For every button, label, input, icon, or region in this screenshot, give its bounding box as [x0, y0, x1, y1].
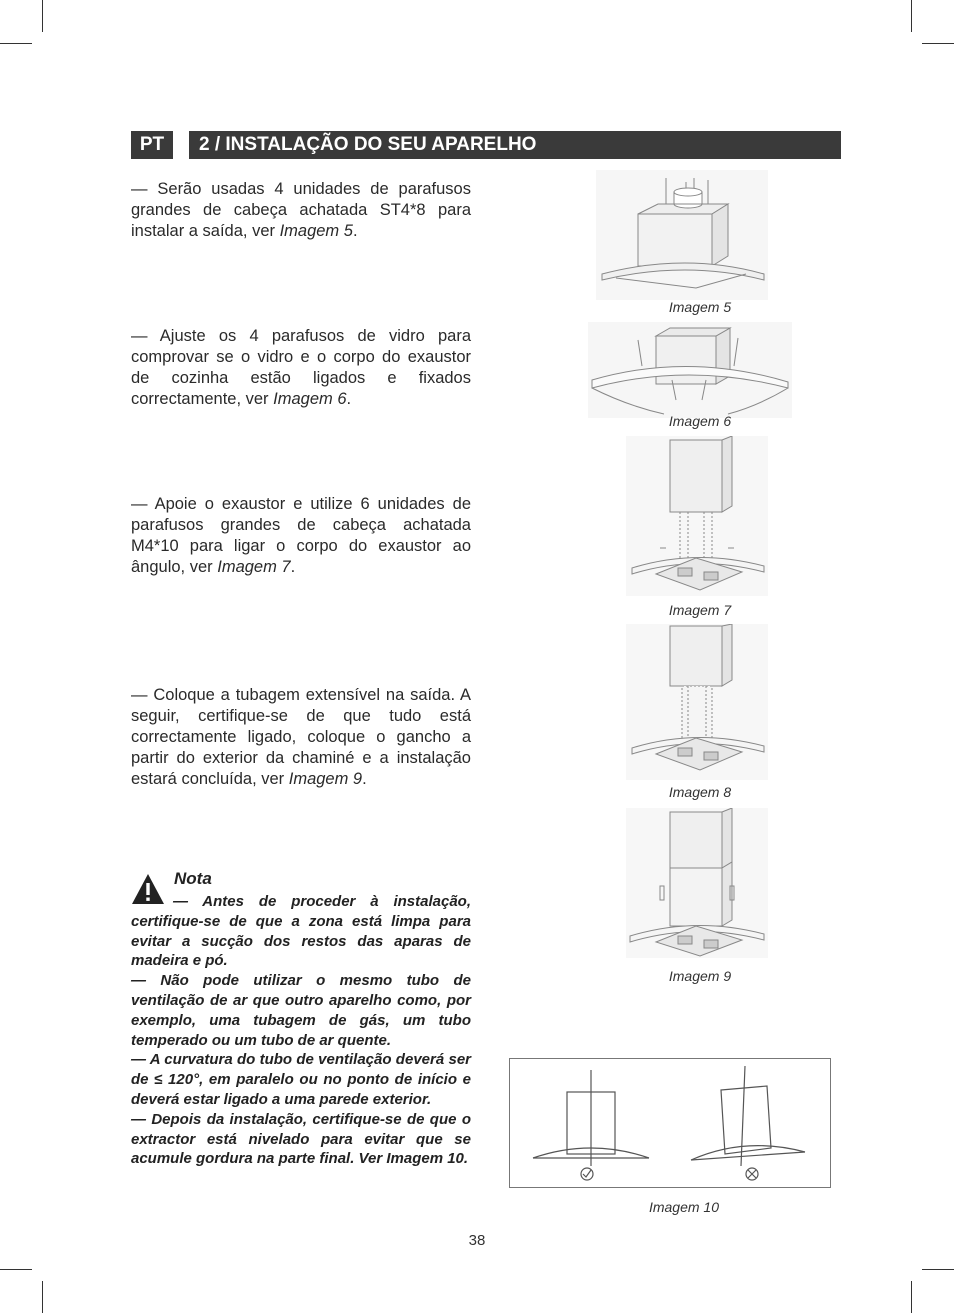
- page-number: 38: [468, 1232, 486, 1249]
- note-item: — Depois da instalação, certifique-se de que o extractor está nivelado para evitar que se acumule gordura na parte final. Ver Imagem 10.: [131, 1110, 471, 1168]
- figure-6-illustration: [588, 322, 792, 418]
- step-paragraph: [131, 494, 471, 578]
- figure-reference: Imagem 5: [279, 222, 353, 240]
- figure-reference: Imagem 6: [273, 390, 347, 408]
- step-paragraph: [131, 685, 471, 790]
- figure-7-illustration: [626, 436, 768, 596]
- language-badge: PT: [131, 131, 173, 159]
- note-title: Nota: [174, 869, 212, 888]
- crop-mark: [0, 1269, 32, 1270]
- figure-reference: Imagem 9: [288, 770, 363, 788]
- step-text: — Apoie o exaustor e utilize 6 unidades de parafusos grandes de cabeça achatada M4*10 para ligar o corpo do exaustor ao ângulo, ver: [131, 495, 471, 576]
- figure-6-caption: Imagem 6: [668, 413, 732, 429]
- step-text: — Serão usadas 4 unidades de parafusos grandes de cabeça achatada ST4*8 para instalar a saída, ver: [131, 180, 471, 240]
- figure-5-illustration: [596, 170, 768, 300]
- step-text: — Ajuste os 4 parafusos de vidro para comprovar se o vidro e o corpo do exaustor de cozinha estão ligados e fixados correctamente, ver: [131, 327, 471, 408]
- figure-9-illustration: [626, 808, 768, 958]
- step-end: .: [362, 770, 367, 788]
- step-end: .: [290, 558, 296, 576]
- figure-7-caption: Imagem 7: [668, 602, 732, 618]
- crop-mark: [911, 0, 912, 32]
- figure-10-caption: Imagem 10: [648, 1199, 720, 1215]
- crop-mark: [911, 1281, 912, 1313]
- section-title: 2 / INSTALAÇÃO DO SEU APARELHO: [189, 131, 841, 159]
- note-item: — Não pode utilizar o mesmo tubo de ventilação de ar que outro aparelho como, por exemplo, uma tubagem de gás, um tubo temperado ou um tubo de ar quente.: [131, 972, 471, 1049]
- crop-mark: [42, 0, 43, 32]
- figure-reference: Imagem 7: [217, 558, 291, 576]
- figure-9-caption: Imagem 9: [668, 968, 732, 984]
- figure-10-illustration: [509, 1058, 831, 1188]
- step-paragraph: [131, 326, 471, 410]
- step-end: .: [352, 222, 358, 240]
- figure-8-illustration: [626, 624, 768, 780]
- note-item: — A curvatura do tubo de ventilação deverá ser de ≤ 120°, em paralelo ou no ponto de início e deverá estar ligado a uma parede exterior.: [131, 1051, 471, 1108]
- crop-mark: [922, 1269, 954, 1270]
- figure-8-caption: Imagem 8: [668, 784, 732, 800]
- step-text: — Coloque a tubagem extensível na saída. A seguir, certifique-se de que tudo está correctamente ligado, coloque o gancho a partir do exterior da chaminé e a instalação estará concluída, ver: [131, 686, 471, 788]
- note-body: [131, 892, 471, 1169]
- figure-5-caption: Imagem 5: [668, 299, 732, 315]
- crop-mark: [42, 1281, 43, 1313]
- step-paragraph: [131, 179, 471, 242]
- note-item: — Antes de proceder à instalação, certifique-se de que a zona está limpa para evitar a sucção dos restos das aparas de madeira e pó.: [131, 893, 471, 970]
- crop-mark: [0, 43, 32, 44]
- step-end: .: [346, 390, 352, 408]
- crop-mark: [922, 43, 954, 44]
